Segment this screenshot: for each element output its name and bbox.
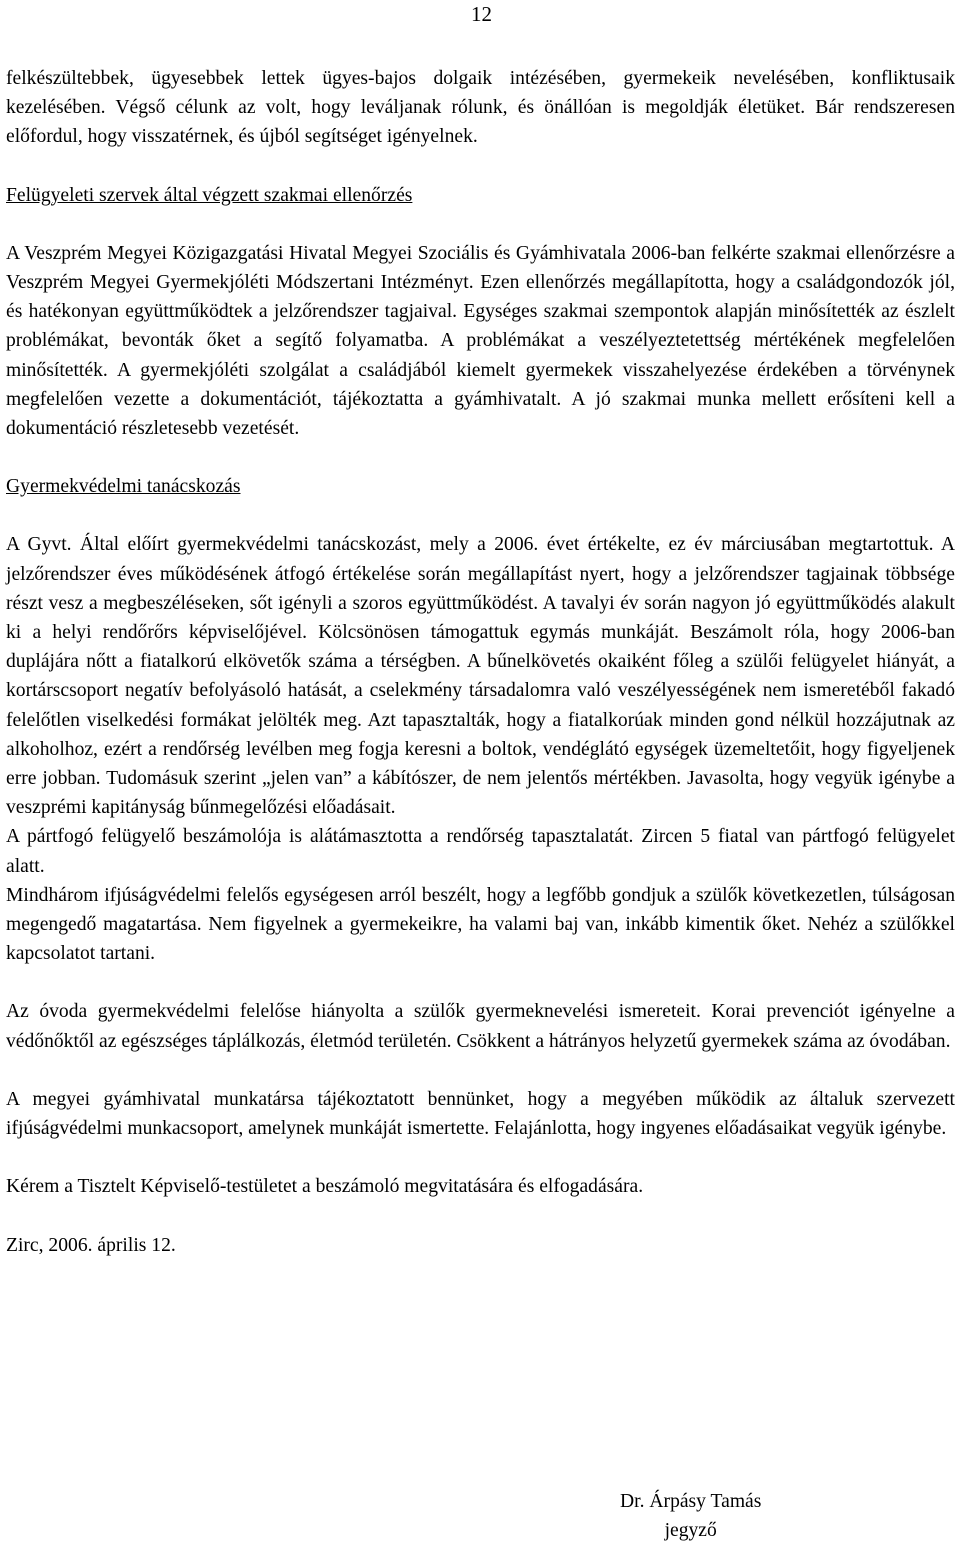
document-date: Zirc, 2006. április 12.: [6, 1234, 176, 1256]
paragraph-youth-protection: Mindhárom ifjúságvédelmi felelős egységesen arról beszélt, hogy a legfőbb gondjuk a szülők következetlen, túlságosan megengedő magatartása. Nem figyelnek a gyermekeikre, ha valami baj van, inkább kimentik őket. Nehéz a szülőkkel kapcsolatot tartani.: [6, 884, 955, 965]
document-body: [6, 64, 955, 1260]
paragraph-intro: felkészültebbek, ügyesebbek lettek ügyes-bajos dolgaik intézésében, gyermekeik nevelésében, konfliktusaik kezelésében. Végső célunk az volt, hogy leváljanak rólunk, és önállóan is megoldják életüket. Bár rendszeresen előfordul, hogy visszatérnek, és újból segítséget igényelnek.: [6, 68, 955, 148]
paragraph-kindergarten: Az óvoda gyermekvédelmi felelőse hiányolta a szülők gyermeknevelési ismereteit. Korai prevenciót igényelne a védőnőktől az egészséges táplálkozás, életmód területén. Csökkent a hátrányos helyzetű gyermekek száma az óvodában.: [6, 1001, 955, 1052]
paragraph-probation: A pártfogó felügyelő beszámolója is alátámasztotta a rendőrség tapasztalatát. Zircen 5 fiatal van pártfogó felügyelet alatt.: [6, 826, 955, 877]
signature-block: [620, 1487, 761, 1545]
paragraph-conference: A Gyvt. Által előírt gyermekvédelmi tanácskozást, mely a 2006. évet értékelte, ez év márciusában megtartottuk. A jelzőrendszer éves működésének átfogó értékelése során megállapítást nyert, hogy a jelzőrendszer tagjainak többsége részt vesz a megbeszéléseken, sőt igényli a szoros együttműködést. A tavalyi év során nagyon jó együttműködés alakult ki a helyi rendőrőrs képviselőjével. Kölcsönösen támogattuk egymás munkáját. Beszámolt róla, hogy 2006-ban duplájára nőtt a fiatalkorú elkövetők száma a térségben. A bűnelkövetés okaiként főleg a szülői felügyelet hiányát, a kortárscsoport negatív befolyásoló hatását, a cselekmény társadalomra való veszélyességének nem ismeretéből fakadó felelőtlen viselkedési formákat jelölték meg. Azt tapasztalták, hogy a fiatalkorúak minden gond nélkül hozzájutnak az alkoholhoz, ezért a rendőrség levélben meg fogja keresni a boltok, vendéglátó egységek üzemeltetőit, hogy figyeljenek erre jobban. Tudomásuk szerint „jelen van” a kábítószer, de nem jelentős mértékben. Javasolta, hogy vegyük igénybe a veszprémi kapitányság bűnmegelőzési előadásait.: [6, 534, 955, 819]
signature-title: jegyző: [664, 1520, 717, 1542]
signature-name: Dr. Árpásy Tamás: [620, 1491, 762, 1512]
page-number: 12: [471, 2, 492, 26]
paragraph-guardianship-office: A megyei gyámhivatal munkatársa tájékoztatott bennünket, hogy a megyében működik az általuk szervezett ifjúságvédelmi munkacsoport, amelynek munkáját ismertette. Felajánlotta, hogy ingyenes előadásaikat vegyük igénybe.: [6, 1088, 955, 1140]
section-heading-inspection: Felügyeleti szervek által végzett szakmai ellenőrzés: [6, 184, 413, 206]
section-heading-child-protection: Gyermekvédelmi tanácskozás: [6, 476, 241, 498]
paragraph-inspection: A Veszprém Megyei Közigazgatási Hivatal Megyei Szociális és Gyámhivatala 2006-ban felkérte szakmai ellenőrzésre a Veszprém Megyei Gyermekjóléti Módszertani Intézményt. Ezen ellenőrzés megállapította, hogy a családgondozók jól, és hatékonyan együttműködtek a jelzőrendszer tagjaival. Egységes szakmai szempontok alapján minősítették az észlelt problémákat, bevonták őket a segítő folyamatba. A problémákat a veszélyeztetettség mértékének megfelelően minősítették. A gyermekjóléti szolgálat a családjából kiemelt gyermekek visszahelyezése érdekében a törvénynek megfelelően vezette a dokumentációt, tájékoztatta a gyámhivatalt. A jó szakmai munka mellett erősíteni kell a dokumentáció részletesebb vezetését.: [6, 242, 955, 440]
paragraph-request: Kérem a Tisztelt Képviselő-testületet a beszámoló megvitatására és elfogadására.: [6, 1176, 644, 1198]
